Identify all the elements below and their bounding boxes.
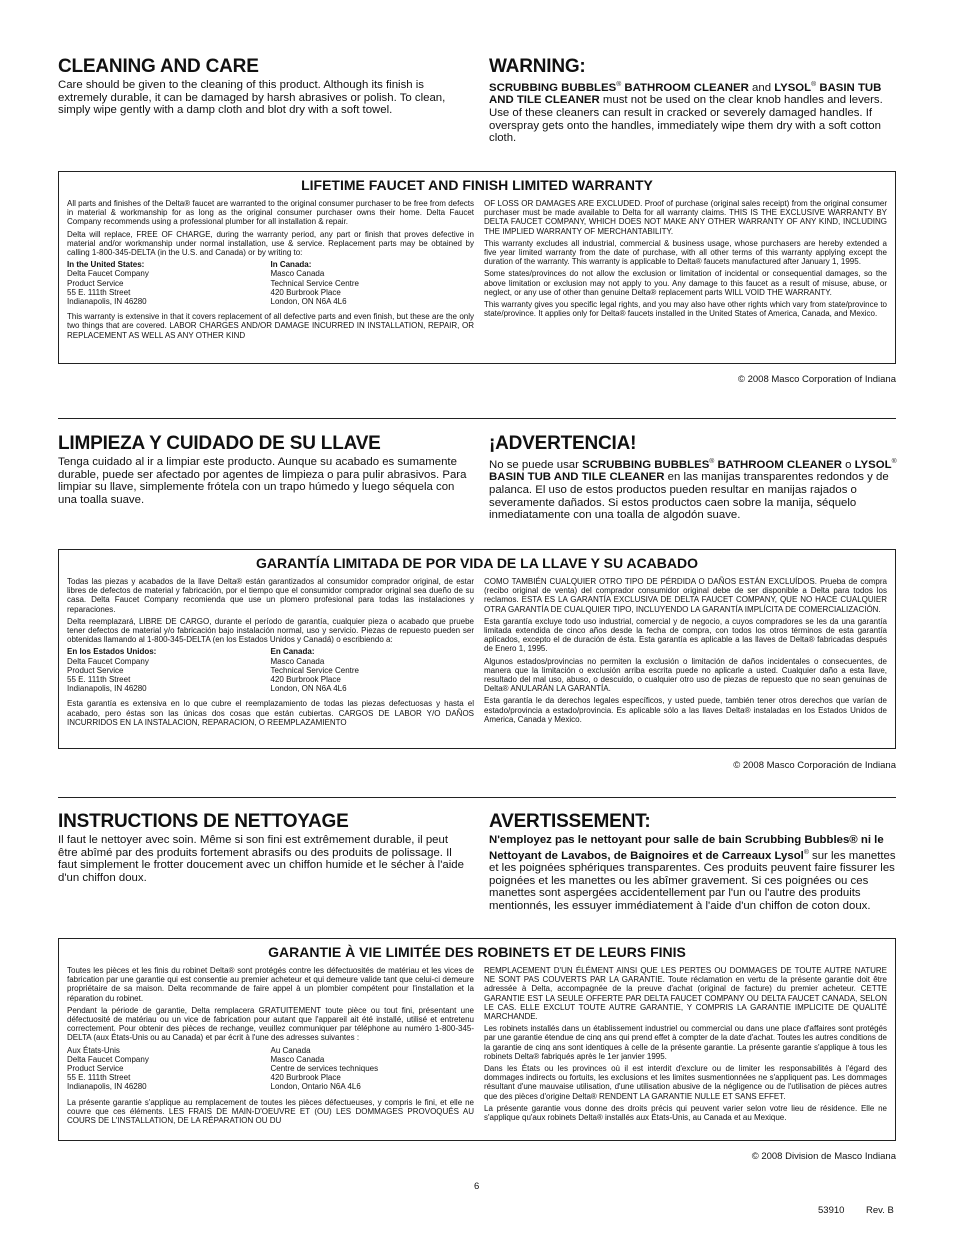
section-french [58,811,898,912]
warranty-para: La présente garantie vous donne des droits précis qui peuvent varier selon votre lieu de résidence. Elle ne s'applique qu'aux robinets Delta® installés aux États-Unis, au Canada et au Mexique. [484,1103,887,1123]
warranty-title: GARANTIE À VIE LIMITÉE DES ROBINETS ET DE LEURS FINIS [268,944,686,960]
page-number: 6 [474,1181,480,1192]
warning-title: ¡ADVERTENCIA! [489,433,637,454]
warranty-para: REMPLACEMENT D'UN ÉLÉMENT AINSI QUE LES PERTES OU DOMMAGES DE TOUTE AUTRE NATURE NE SONT PAS COUVERTS PAR LA GARANTIE. Toute réclamation en vertu de la présente garantie doit être adressée à Delta, accompagnée de la preuve d'achat (original de facture) du premier acheteur. CETTE GARANTIE EST LA SEULE OFFERTE PAR DELTA FAUCET COMPANY OU DELTA FAUCET CANADA, SELON LE CAS. ELLE EXCLUT TOUTE AUTRE GARANTIE, Y COMPRIS LA GARANTIE IMPLICITE DE QUALITÉ MARCHANDE. [484,966,887,1022]
cleaning-text: Tenga cuidado al ir a limpiar este producto. Aunque su acabado es sumamente durable, puede ser afectado por agentes de limpieza o para pulir abrasivos. Para limpiar su llave, simplemente frótela con un trapo húmedo y luego séquela con una toalla suave. [58,456,467,506]
warranty-box-english [58,171,896,364]
address-block: In the United States: Delta Faucet Company Product Service 55 E. 111th Street Indianapolis, IN 46280 In Canada: Masco Canada Technical Service Centre 420 Burbrook Place London, ON N6A 4L6 [67,260,359,307]
warranty-title: GARANTÍA LIMITADA DE POR VIDA DE LA LLAVE Y SU ACABADO [255,555,699,571]
warranty-para: Some states/provinces do not allow the exclusion or limitation of incidental or consequential damages, so the above limitation or exclusion may not apply to you. Any damage to this faucet as a result of misuse, abuse, or neglect, or any use of other than genuine Delta® replacement parts WILL VOID THE WARRANTY. [484,269,887,297]
warranty-para: This warranty gives you specific legal rights, and you may also have other rights which vary from state/province to state/province. It applies only for Delta® faucets installed in the United States of America, Canada, and Mexico. [484,300,887,319]
cleaning-title: INSTRUCTIONS DE NETTOYAGE [58,811,349,832]
warranty-para: Dans les États ou les provinces où il est interdit d'exclure ou de limiter les responsabilités à l'égard des dommages indirects ou fortuits, les exclusions et les limites susmentionnées ne s'appliquent pas. Les dommages résultant d'une mauvaise utilisation, d'une utilisation abusive de la négligence ou de l'utilisation de pièces autres que des pièces d'origine Delta® RENDENT LA GARANTIE NULLE ET SANS EFFET. [484,1064,887,1101]
address-block: En los Estados Unidos: Delta Faucet Company Product Service 55 E. 111th Street Indianapolis, IN 46280 En Canada: Masco Canada Technical Service Centre 420 Burbrook Place London, ON N6A 4L6 [67,647,359,694]
warranty-box-french [58,938,896,1141]
cleaning-title: LIMPIEZA Y CUIDADO DE SU LLAVE [58,433,381,454]
cleaning-text: Il faut le nettoyer avec soin. Même si son fini est extrêmement durable, il peut être abîmé par des produits fortement abrasifs ou des produits de polissage. Il faut simplement le frotter doucement avec un chiffon humide et le sécher à l'aide d'un chiffon doux. [58,834,464,884]
warranty-para: Pendant la période de garantie, Delta remplacera GRATUITEMENT toute pièce ou tout fini, présentant une défectuosité de matériau ou un vice de fabrication pour autant que l'appareil ait été installé, utilisé et entretenu correctement. Pour obtenir des pièces de rechange, veuillez communiquer par téléphone au numéro 1-800-345-DELTA (aux États-Unis ou au Canada) et par écrit à l'une des adresses suivantes : [67,1005,474,1043]
section-spanish [58,433,898,522]
address-block: Aux États-Unis Delta Faucet Company Product Service 55 E. 111th Street Indianapolis, IN 46280 Au Canada Masco Canada Centre de services techniques 420 Burbrook Place London, Ontario N6A 4L6 [67,1045,379,1092]
warranty-para: COMO TAMBIÉN CUALQUIER OTRO TIPO DE PÉRDIDA O DAÑOS ESTÁN EXCLUÍDOS. Prueba de compra (recibo original de venta) del comprador consumidor original debe de ser disponible a Delta para todos los reclamos. ESTA ES LA GARANTÍA EXCLUSIVA DE DELTA FAUCET COMPANY, QUE NO HACE CUALQUIER OTRA GARANTÍA DE CUALQUIER TIPO, INCLUYENDO LA GARANTÍA IMPLÍCITA DE COMERCIALIZACIÓN. [484,577,887,614]
warranty-para: Delta will replace, FREE OF CHARGE, during the warranty period, any part or finish that proves defective in material and/or workmanship under normal installation, use & service. Replacement parts may be obtained by calling 1-800-345-DELTA (in the U.S. and Canada) or by writing to: [67,229,474,258]
warranty-para: Esta garantía excluye todo uso industrial, comercial y de negocio, a cuyos compradores se les da una garantía limitada extendida de cinco años desde la fecha de compra, con todos los otros términos de esta garantía aplicados, excepto el de duración de ésta. Esta garantía es aplicable a las llaves de Delta® fabricadas después de Enero 1, 1995. [484,616,887,654]
warning-text: N'employez pas le nettoyant pour salle de bain Scrubbing Bubbles® ni le Nettoyant de Lavabos, de Baignoires et de Carreaux Lysol® sur les manettes et les poignées sphériques transparentes. Ces produits peuvent faire fissurer les poignées et les manettes ou les abîmer gravement. Si ces poignées ou ces manettes sont aspergées accidentellement par l'un ou l'autre des produits mentionnés, les essuyer immédiatement à l'aide d'un chiffon de coton doux. [489,834,896,912]
warranty-para: Esta garantía es extensiva en lo que cubre el reemplazamiento de todas las piezas defectuosas y hasta el acabado, pero éstas son las únicas dos cosas que están cubiertas. CARGOS DE LABOR Y/O DAÑOS INCURRIDOS EN LA INSTALACION, REPARACION, O REEMPLAZAMIENTO [67,699,474,727]
warranty-para: OF LOSS OR DAMAGES ARE EXCLUDED. Proof of purchase (original sales receipt) from the original consumer purchaser must be made available to Delta for all warranty claims. THIS IS THE EXCLUSIVE WARRANTY BY DELTA FAUCET COMPANY, WHICH DOES NOT MAKE ANY OTHER WARRANTY OF ANY KIND, INCLUDING THE IMPLIED WARRANTY OF MERCHANTABILITY. [484,199,887,236]
divider [58,797,896,798]
warning-title: AVERTISSEMENT: [489,811,651,832]
warning-text: No se puede usar SCRUBBING BUBBLES® BATHROOM CLEANER o LYSOL® BASIN TUB AND TILE CLEANER en las manijas transparentes redondos y de palanca. El uso de estos productos pueden resultar en manijas rajados o severamente dañados. Si estos productos caen sobre la manija, séquelo inmediatamente con una toalla de algodón suave. [489,458,897,522]
copyright: © 2008 Masco Corporation of Indiana [737,374,896,385]
warranty-para: Algunos estados/provincias no permiten la exclusión o limitación de daños incidentales o consecuentes, de manera que la limitación o exclusión arriba escrita puede no aplicarle a usted. Cualquier daño a esta llave, resultado del mal uso, abuso, o descuido, o cualquier otro uso de piezas de repuesto que no sean genuinas de Delta® ANULARÁN LA GARANTÍA. [484,656,887,694]
divider [58,418,896,419]
warranty-para: Les robinets installés dans un établissement industriel ou commercial ou dans une place d'affaires sont protégés par une garantie étendue de cinq ans qui prend effet à compter de la date d'achat. Toutes les autres conditions de la garantie de cinq ans sont identiques à celle de la présente garantie. La présente garantie s'applique à tous les robinets Delta® fabriqués après le 1er janvier 1995. [484,1024,887,1061]
warranty-para: All parts and finishes of the Delta® faucet are warranted to the original consumer purchaser to be free from defects in material & workmanship for as long as the original consumer purchaser owns their home. Delta Faucet Company recommends using a professional plumber for all installation & repair. [67,199,474,227]
warranty-para: Esta garantía le da derechos legales específicos, y usted puede, también tener otros derechos que varían de estado/provincia a estado/provincia. Es aplicable sólo a las llaves Delta® instaladas en los Estados Unidos de America, Canada y Mexico. [484,696,887,724]
warranty-box-spanish [58,549,896,749]
revision-label: Rev. B [866,1205,894,1216]
warranty-para: This warranty is extensive in that it covers replacement of all defective parts and even finish, but these are the only two things that are covered. LABOR CHARGES AND/OR DAMAGE INCURRED IN INSTALLATION, REPAIR, OR REPLACEMENT AS WELL AS ANY OTHER KIND [67,312,474,340]
warning-title: WARNING: [489,56,586,77]
copyright: © 2008 Masco Corporación de Indiana [733,760,896,771]
warning-text: SCRUBBING BUBBLES® BATHROOM CLEANER and LYSOL® BASIN TUB AND TILE CLEANER must not be used on the clear knob handles and levers. Use of these cleaners can result in cracked or severely damaged handles. If overspray gets onto the handles, immediately wipe them dry with a soft cotton cloth. [489,81,883,145]
cleaning-title: CLEANING AND CARE [58,56,259,77]
section-english [58,56,898,145]
cleaning-text: Care should be given to the cleaning of this product. Although its finish is extremely durable, it can be damaged by harsh abrasives or polish. To clean, simply wipe gently with a damp cloth and blot dry with a soft towel. [58,79,446,117]
warranty-para: Toutes les pièces et les finis du robinet Delta® sont protégés contre les défectuosités de matériau et les vices de fabrication par une garantie qui est consentie au premier acheteur et qui demeure valide tant que celui-ci demeure propriétaire de sa maison. Delta recommande de faire appel à un plombier compétent pour l'installation et la réparation du robinet. [67,966,474,1003]
warranty-para: Delta reemplazará, LIBRE DE CARGO, durante el período de garantía, cualquier pieza o acabado que pruebe tener defectos de material y/o fabricación bajo instalación normal, uso y servicio. Piezas de repuesto pueden ser obtenidas llamando al 1-800-345-DELTA (en los Estados Unidos y Canadá) o escribiendo a: [67,616,474,645]
warranty-title: LIFETIME FAUCET AND FINISH LIMITED WARRANTY [301,177,653,193]
warranty-para: Todas las piezas y acabados de la llave Delta® están garantizados al consumidor comprador original, de estar libres de defectos de material y fabricación, por el tiempo que el consumidor comprador original sea dueño de su casa. Delta Faucet Company recomienda que use un plomero profesional para todas las instalaciones y reparaciones. [67,577,474,614]
warranty-para: This warranty excludes all industrial, commercial & business usage, whose purchasers are hereby extended a five year limited warranty from the date of purchase, with all other terms of this warranty applying except the duration of the warranty. This warranty is applicable to Delta® faucets manufactured after January 1, 1995. [484,238,887,267]
warranty-para: La présente garantie s'applique au remplacement de toutes les pièces défectueuses, y compris le fini, et elle ne couvre que ces éléments. LES FRAIS DE MAIN-D'OEUVRE ET (OU) LES DOMMAGES PROVOQUÉS AU COURS DE L'INSTALLATION, DE LA RÉPARATION OU DU [67,1097,474,1126]
document-code: 53910 [818,1205,845,1216]
copyright: © 2008 Division de Masco Indiana [751,1151,896,1162]
